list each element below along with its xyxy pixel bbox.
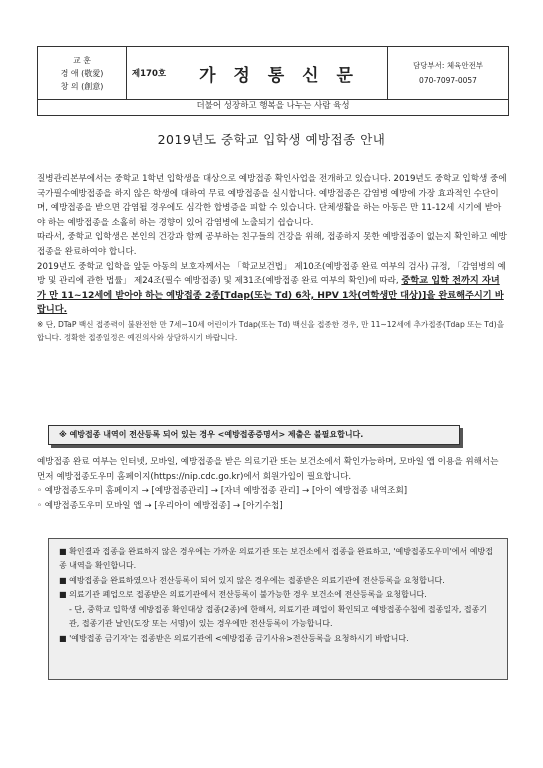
followup-paragraph: 따라서, 중학교 입학생은 본인의 건강과 함께 공부하는 친구들의 건강을 위해, 접종하지 못한 예방접종이 없는지 확인하고 예방접종을 완료하여야 합니다.	[37, 232, 507, 257]
motto-creativity: 창 의 (創意)	[60, 81, 104, 91]
online-check-section	[37, 455, 507, 513]
newsletter-title: 가 정 통 신 문	[199, 65, 359, 86]
newsletter-header	[37, 46, 509, 100]
contact-info	[388, 47, 508, 99]
exception-note: ※ 단, DTaP 백신 접종력이 불완전한 만 7세~10세 어린이가 Tdap(또는 Td) 백신을 접종한 경우, 만 11~12세에 추가접종(Tdap 또는 Td)을 합니다. 정확한 접종일정은 예진의사와 상담하시기 바랍니다.	[37, 319, 505, 342]
homepage-path: ◦ 예방접종도우미 홈페이지 → [예방접종관리] → [자녀 예방접종 관리] → [아이 예방접종 내역조회]	[37, 486, 408, 497]
intro-paragraph: 질병관리본부에서는 중학교 1학년 입학생을 대상으로 예방접종 확인사업을 전개하고 있습니다. 2019년도 중학교 입학생 중에 국가필수예방접종을 하지 않은 학생에 대하여 무료 예방접종을 실시합니다. 예방접종은 감염병 예방에 가장 효과적인 수단이며, 예방접종을 받으면 감염될 경우에도 심각한 합병증을 피할 수 있습니다. 단체생활을 하는 아동은 만 11-12세 시기에 받아야 하는 예방접종을 소홀히 하는 경향이 있어 감염병에 노출되기 쉽습니다.	[37, 174, 507, 228]
guidance-item-incomplete: ■ 확인결과 접종을 완료하지 않은 경우에는 가까운 의료기관 또는 보건소에서 접종을 완료하고, '예방접종도우미'에서 예방접종 내역을 확인합니다.	[59, 547, 493, 570]
school-motto	[38, 47, 127, 99]
legal-paragraph	[37, 260, 507, 318]
guidance-subitem-exception: - 단, 중학교 입학생 예방접종 확인대상 접종(2종)에 한해서, 의료기관 폐업이 확인되고 예방접종수첩에 접종일자, 접종기관, 접종기관 날인(도장 또는 서명)이 있는 경우에만 전산등록이 가능합니다.	[69, 605, 488, 628]
motto-respect: 경 애 (敬愛)	[60, 68, 104, 78]
intro-section	[37, 172, 507, 344]
guidance-item-unregistered: ■ 예방접종을 완료하였으나 전산등록이 되어 있지 않은 경우에는 접종받은 의료기관에 전산등록을 요청합니다.	[59, 575, 445, 585]
guidance-box	[48, 538, 508, 680]
department-label: 담당부서: 체육안전부	[412, 61, 484, 70]
legal-text: 2019년도 중학교 입학을 앞둔 아동의 보호자께서는 「학교보건법」 제10조(예방접종 완료 여부의 검사) 규정, 「감염병의 예방 및 관리에 관한 법률」 제24조(필수 예방접종) 및 제31조(예방접종 완료 여부의 확인)에 따라,	[37, 261, 506, 287]
required-vaccines-notice: 중학교 입학 전까지 자녀가 만 11~12세에 받아야 하는 예방접종 2종[Tdap(또는 Td) 6차, HPV 1차(여학생만 대상)]을 완료해주시기 바랍니다.	[37, 275, 504, 316]
school-slogan: 더불어 성장하고 행복을 나누는 사람 육성	[37, 98, 509, 116]
online-check-paragraph: 예방접종 완료 여부는 인터넷, 모바일, 예방접종을 받은 의료기관 또는 보건소에서 확인가능하며, 모바일 앱 이용을 위해서는 먼저 예방접종도우미 홈페이지(https://nip.cdc.go.kr)에서 회원가입이 필요합니다.	[37, 457, 499, 482]
phone-number: 070-7097-0057	[419, 76, 477, 85]
page-title: 2019년도 중학교 입학생 예방접종 안내	[157, 132, 386, 147]
guidance-item-contraindication: ■ '예방접종 금기자'는 접종받은 의료기관에 <예방접종 금기사유>전산등록을 요청하시기 바랍니다.	[59, 633, 409, 643]
issue-number: 제170호	[131, 69, 167, 79]
motto-heading: 교 훈	[73, 55, 91, 65]
certificate-notice-box: ※ 예방접종 내역이 전산등록 되어 있는 경우 <예방접종증명서> 제출은 불필요합니다.	[48, 425, 460, 445]
mobile-app-path: ◦ 예방접종도우미 모바일 앱 → [우리아이 예방접종] → [아기수첩]	[37, 500, 283, 511]
guidance-item-closed-clinic: ■ 의료기관 폐업으로 접종받은 의료기관에서 전산등록이 불가능한 경우 보건소에 전산등록을 요청합니다.	[59, 590, 427, 600]
